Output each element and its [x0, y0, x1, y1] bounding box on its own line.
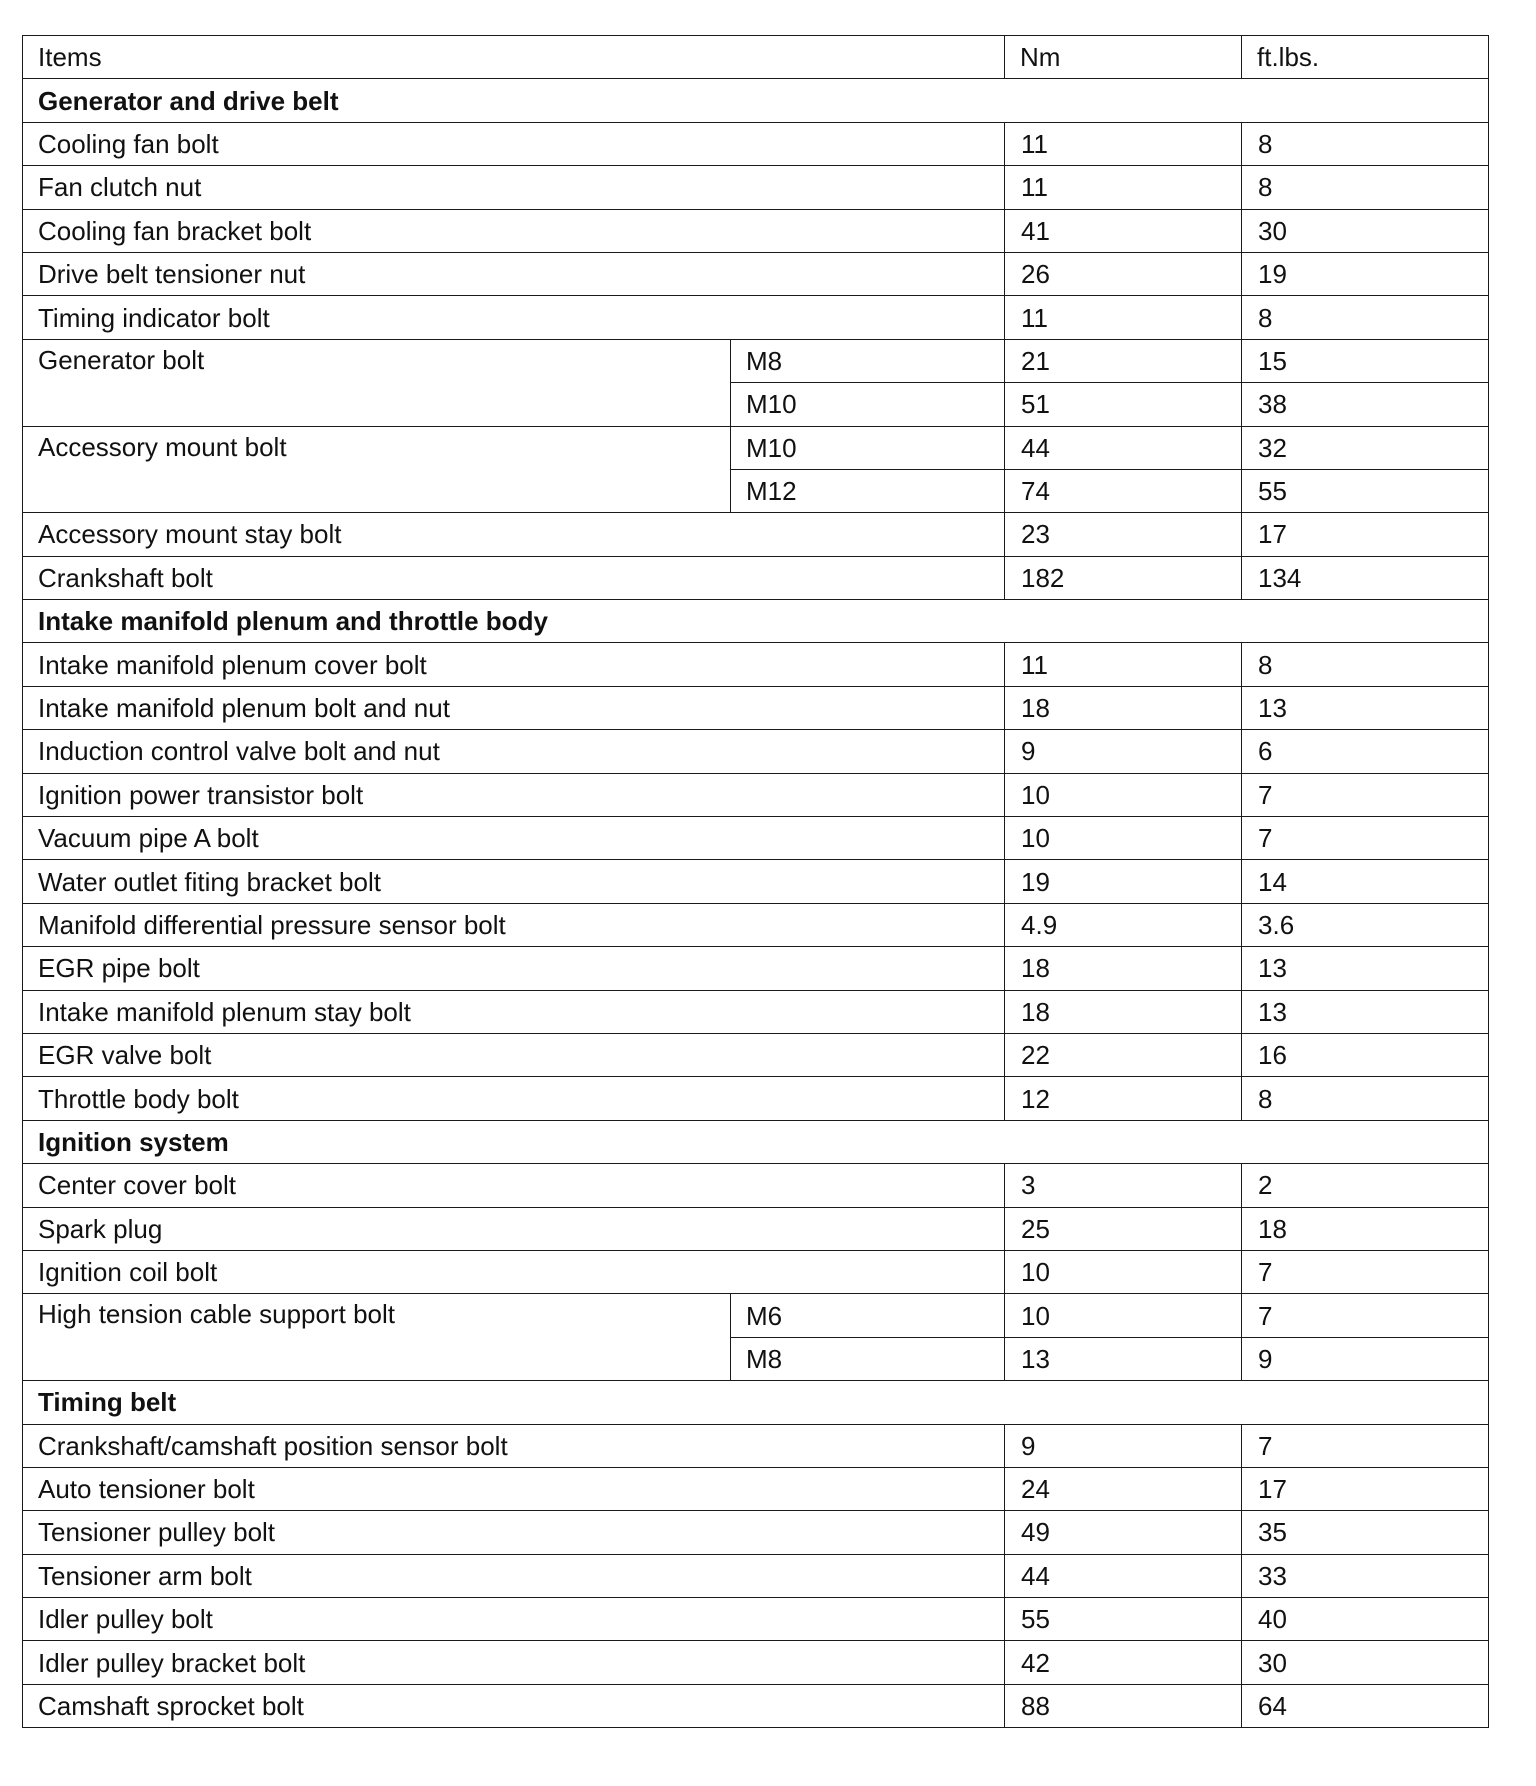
torque-ftlbs: 7 [1242, 773, 1489, 816]
torque-ftlbs: 14 [1242, 860, 1489, 903]
torque-nm: 19 [1005, 860, 1242, 903]
section-row [23, 79, 1489, 122]
item-name: Intake manifold plenum bolt and nut [23, 686, 1005, 729]
table-row [23, 339, 1489, 382]
torque-ftlbs: 6 [1242, 730, 1489, 773]
torque-ftlbs: 17 [1242, 1467, 1489, 1510]
header-nm: Nm [1005, 36, 1242, 79]
torque-ftlbs: 19 [1242, 252, 1489, 295]
torque-nm: 9 [1005, 1424, 1242, 1467]
bolt-size: M8 [731, 1337, 1005, 1380]
torque-ftlbs: 7 [1242, 1294, 1489, 1337]
torque-nm: 51 [1005, 383, 1242, 426]
torque-nm: 11 [1005, 643, 1242, 686]
item-name: Intake manifold plenum cover bolt [23, 643, 1005, 686]
torque-nm: 88 [1005, 1684, 1242, 1727]
torque-ftlbs: 30 [1242, 1641, 1489, 1684]
torque-nm: 55 [1005, 1598, 1242, 1641]
torque-nm: 12 [1005, 1077, 1242, 1120]
table-row [23, 122, 1489, 165]
item-name: Tensioner pulley bolt [23, 1511, 1005, 1554]
item-name: Vacuum pipe A bolt [23, 817, 1005, 860]
table-row [23, 1207, 1489, 1250]
item-name: Auto tensioner bolt [23, 1467, 1005, 1510]
table-row [23, 773, 1489, 816]
torque-nm: 11 [1005, 296, 1242, 339]
bolt-size: M8 [731, 339, 1005, 382]
table-row [23, 1554, 1489, 1597]
item-name: Timing indicator bolt [23, 296, 1005, 339]
table-row [23, 860, 1489, 903]
torque-ftlbs: 13 [1242, 686, 1489, 729]
item-name: Cooling fan bracket bolt [23, 209, 1005, 252]
table-row [23, 1641, 1489, 1684]
section-title: Timing belt [23, 1381, 1489, 1424]
torque-nm: 49 [1005, 1511, 1242, 1554]
torque-spec-table [22, 35, 1489, 1728]
table-row [23, 1164, 1489, 1207]
torque-nm: 3 [1005, 1164, 1242, 1207]
item-name: Accessory mount bolt [23, 426, 731, 513]
torque-ftlbs: 8 [1242, 1077, 1489, 1120]
table-row [23, 426, 1489, 469]
torque-ftlbs: 13 [1242, 947, 1489, 990]
torque-nm: 13 [1005, 1337, 1242, 1380]
table-row [23, 296, 1489, 339]
torque-ftlbs: 17 [1242, 513, 1489, 556]
header-ftlbs: ft.lbs. [1242, 36, 1489, 79]
item-name: Idler pulley bracket bolt [23, 1641, 1005, 1684]
table-row [23, 1467, 1489, 1510]
torque-nm: 44 [1005, 426, 1242, 469]
section-row [23, 1120, 1489, 1163]
item-name: Camshaft sprocket bolt [23, 1684, 1005, 1727]
table-row [23, 1294, 1489, 1337]
item-name: Cooling fan bolt [23, 122, 1005, 165]
table-row [23, 730, 1489, 773]
table-row [23, 1250, 1489, 1293]
torque-ftlbs: 8 [1242, 643, 1489, 686]
torque-ftlbs: 18 [1242, 1207, 1489, 1250]
table-row [23, 209, 1489, 252]
item-name: Induction control valve bolt and nut [23, 730, 1005, 773]
torque-ftlbs: 7 [1242, 817, 1489, 860]
section-row [23, 600, 1489, 643]
torque-nm: 4.9 [1005, 903, 1242, 946]
section-title: Intake manifold plenum and throttle body [23, 600, 1489, 643]
torque-ftlbs: 16 [1242, 1033, 1489, 1076]
header-items: Items [23, 36, 1005, 79]
table-row [23, 556, 1489, 599]
header-row [23, 36, 1489, 79]
torque-nm: 10 [1005, 773, 1242, 816]
torque-ftlbs: 3.6 [1242, 903, 1489, 946]
torque-nm: 74 [1005, 469, 1242, 512]
table-row [23, 686, 1489, 729]
bolt-size: M12 [731, 469, 1005, 512]
torque-ftlbs: 38 [1242, 383, 1489, 426]
table-row [23, 1424, 1489, 1467]
torque-nm: 18 [1005, 686, 1242, 729]
torque-nm: 25 [1005, 1207, 1242, 1250]
item-name: Accessory mount stay bolt [23, 513, 1005, 556]
item-name: Idler pulley bolt [23, 1598, 1005, 1641]
torque-ftlbs: 40 [1242, 1598, 1489, 1641]
item-name: High tension cable support bolt [23, 1294, 731, 1381]
item-name: Throttle body bolt [23, 1077, 1005, 1120]
torque-nm: 26 [1005, 252, 1242, 295]
table-row [23, 513, 1489, 556]
item-name: Drive belt tensioner nut [23, 252, 1005, 295]
torque-ftlbs: 8 [1242, 166, 1489, 209]
bolt-size: M10 [731, 383, 1005, 426]
torque-nm: 10 [1005, 817, 1242, 860]
torque-ftlbs: 9 [1242, 1337, 1489, 1380]
torque-ftlbs: 134 [1242, 556, 1489, 599]
bolt-size: M10 [731, 426, 1005, 469]
torque-nm: 44 [1005, 1554, 1242, 1597]
torque-nm: 18 [1005, 947, 1242, 990]
torque-ftlbs: 8 [1242, 122, 1489, 165]
item-name: Center cover bolt [23, 1164, 1005, 1207]
torque-nm: 42 [1005, 1641, 1242, 1684]
table-row [23, 1684, 1489, 1727]
table-row [23, 252, 1489, 295]
item-name: Ignition coil bolt [23, 1250, 1005, 1293]
item-name: Generator bolt [23, 339, 731, 426]
section-title: Generator and drive belt [23, 79, 1489, 122]
table-row [23, 1033, 1489, 1076]
item-name: Tensioner arm bolt [23, 1554, 1005, 1597]
torque-ftlbs: 2 [1242, 1164, 1489, 1207]
torque-ftlbs: 7 [1242, 1424, 1489, 1467]
table-row [23, 903, 1489, 946]
torque-nm: 9 [1005, 730, 1242, 773]
torque-nm: 11 [1005, 122, 1242, 165]
section-title: Ignition system [23, 1120, 1489, 1163]
item-name: Manifold differential pressure sensor bolt [23, 903, 1005, 946]
table-row [23, 166, 1489, 209]
item-name: Spark plug [23, 1207, 1005, 1250]
item-name: Crankshaft/camshaft position sensor bolt [23, 1424, 1005, 1467]
table-body [23, 79, 1489, 1728]
item-name: EGR valve bolt [23, 1033, 1005, 1076]
table-row [23, 643, 1489, 686]
item-name: EGR pipe bolt [23, 947, 1005, 990]
torque-ftlbs: 8 [1242, 296, 1489, 339]
torque-nm: 182 [1005, 556, 1242, 599]
torque-ftlbs: 32 [1242, 426, 1489, 469]
table-row [23, 1598, 1489, 1641]
item-name: Fan clutch nut [23, 166, 1005, 209]
torque-ftlbs: 15 [1242, 339, 1489, 382]
table-row [23, 817, 1489, 860]
table-row [23, 947, 1489, 990]
torque-ftlbs: 13 [1242, 990, 1489, 1033]
torque-nm: 24 [1005, 1467, 1242, 1510]
torque-nm: 23 [1005, 513, 1242, 556]
table-row [23, 990, 1489, 1033]
table-row [23, 1511, 1489, 1554]
torque-nm: 10 [1005, 1250, 1242, 1293]
torque-nm: 11 [1005, 166, 1242, 209]
torque-ftlbs: 35 [1242, 1511, 1489, 1554]
table-row [23, 1077, 1489, 1120]
torque-nm: 21 [1005, 339, 1242, 382]
bolt-size: M6 [731, 1294, 1005, 1337]
torque-ftlbs: 30 [1242, 209, 1489, 252]
torque-nm: 41 [1005, 209, 1242, 252]
item-name: Intake manifold plenum stay bolt [23, 990, 1005, 1033]
torque-ftlbs: 55 [1242, 469, 1489, 512]
torque-ftlbs: 33 [1242, 1554, 1489, 1597]
torque-ftlbs: 7 [1242, 1250, 1489, 1293]
item-name: Crankshaft bolt [23, 556, 1005, 599]
section-row [23, 1381, 1489, 1424]
torque-ftlbs: 64 [1242, 1684, 1489, 1727]
item-name: Water outlet fiting bracket bolt [23, 860, 1005, 903]
torque-nm: 18 [1005, 990, 1242, 1033]
torque-nm: 22 [1005, 1033, 1242, 1076]
item-name: Ignition power transistor bolt [23, 773, 1005, 816]
torque-nm: 10 [1005, 1294, 1242, 1337]
